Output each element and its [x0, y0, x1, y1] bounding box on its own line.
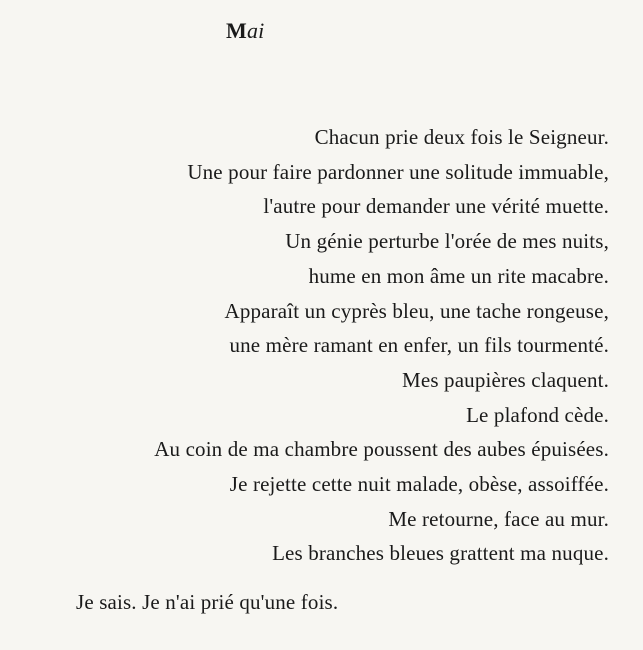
poem-title-initial: M [226, 18, 247, 43]
poem-line: hume en mon âme un rite macabre. [308, 263, 609, 288]
poem-line: Une pour faire pardonner une solitude immuable, [187, 159, 609, 184]
poem-line: Mes paupières claquent. [402, 367, 609, 392]
poem-line: Chacun prie deux fois le Seigneur. [314, 125, 609, 149]
poem-title [226, 18, 264, 44]
poem-line: Un génie perturbe l'orée de mes nuits, [285, 229, 609, 254]
poem-line: Au coin de ma chambre poussent des aubes épuisées. [154, 437, 609, 462]
poem-line: Me retourne, face au mur. [388, 506, 609, 531]
poem-line: une mère ramant en enfer, un fils tourmenté. [229, 333, 609, 358]
poem-line: Le plafond cède. [466, 402, 609, 427]
poem-line: Je rejette cette nuit malade, obèse, assoiffée. [229, 472, 609, 497]
poem-line: Apparaît un cyprès bleu, une tache rongeuse, [224, 298, 609, 323]
poem-closing-line: Je sais. Je n'ai prié qu'une fois. [76, 590, 339, 614]
poem-line: Les branches bleues grattent ma nuque. [272, 541, 609, 566]
poem-title-rest: ai [246, 18, 265, 43]
poem-line: l'autre pour demander une vérité muette. [263, 194, 609, 219]
poem-stanza [9, 120, 609, 571]
